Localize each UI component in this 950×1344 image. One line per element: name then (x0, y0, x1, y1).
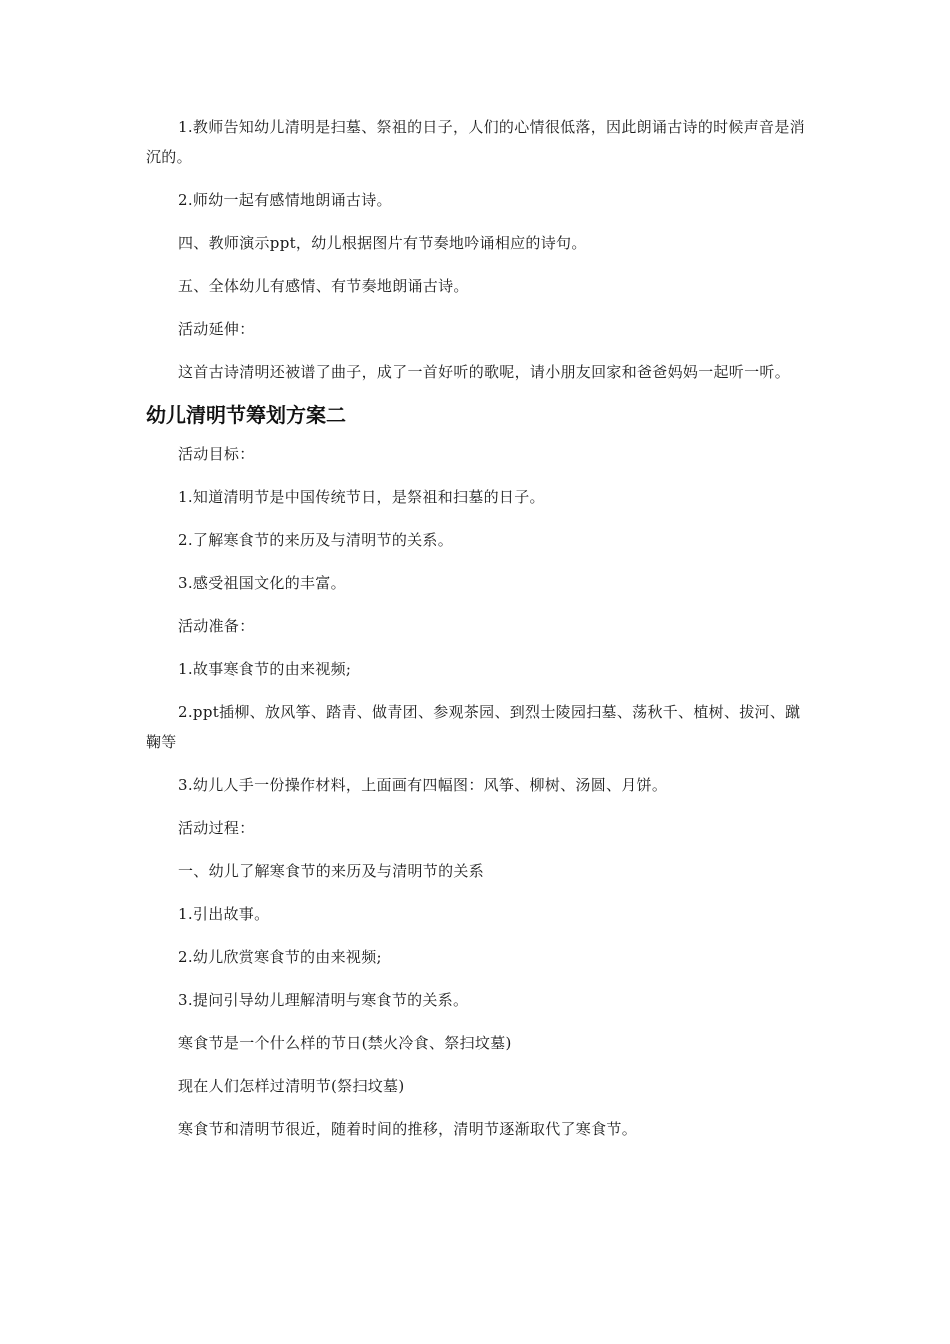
paragraph: 活动目标： (178, 445, 255, 463)
paragraph: 3.提问引导幼儿理解清明与寒食节的关系。 (178, 991, 469, 1009)
paragraph: 活动准备： (178, 617, 255, 635)
paragraph: 寒食节是一个什么样的节日(禁火冷食、祭扫坟墓) (178, 1034, 512, 1052)
section-heading: 幼儿清明节筹划方案二 (146, 403, 346, 427)
paragraph: 1.引出故事。 (178, 905, 270, 923)
paragraph: 1.知道清明节是中国传统节日，是祭祖和扫墓的日子。 (178, 488, 545, 506)
paragraph: 2.师幼一起有感情地朗诵古诗。 (178, 191, 392, 209)
paragraph: 1.故事寒食节的由来视频; (178, 660, 352, 678)
paragraph: 活动延伸： (178, 320, 255, 338)
paragraph: 寒食节和清明节很近，随着时间的推移，清明节逐渐取代了寒食节。 (178, 1120, 638, 1138)
paragraph: 1.教师告知幼儿清明是扫墓、祭祖的日子，人们的心情很低落，因此朗诵古诗的时候声音是消沉的。 (146, 118, 805, 166)
paragraph: 3.感受祖国文化的丰富。 (178, 574, 346, 592)
paragraph: 活动过程： (178, 819, 255, 837)
paragraph: 一、幼儿了解寒食节的来历及与清明节的关系 (178, 862, 485, 880)
paragraph: 2.了解寒食节的来历及与清明节的关系。 (178, 531, 454, 549)
paragraph: 五、全体幼儿有感情、有节奏地朗诵古诗。 (178, 277, 469, 295)
paragraph: 3.幼儿人手一份操作材料，上面画有四幅图：风筝、柳树、汤圆、月饼。 (178, 776, 668, 794)
paragraph: 2.幼儿欣赏寒食节的由来视频; (178, 948, 382, 966)
document-body (146, 112, 806, 1157)
paragraph: 这首古诗清明还被谱了曲子，成了一首好听的歌呢，请小朋友回家和爸爸妈妈一起听一听。 (178, 363, 791, 381)
paragraph: 现在人们怎样过清明节(祭扫坟墓) (178, 1077, 405, 1095)
paragraph: 2.ppt插柳、放风筝、踏青、做青团、参观茶园、到烈士陵园扫墓、荡秋千、植树、拔河、蹴鞠等 (146, 703, 801, 751)
paragraph: 四、教师演示ppt，幼儿根据图片有节奏地吟诵相应的诗句。 (178, 234, 587, 252)
